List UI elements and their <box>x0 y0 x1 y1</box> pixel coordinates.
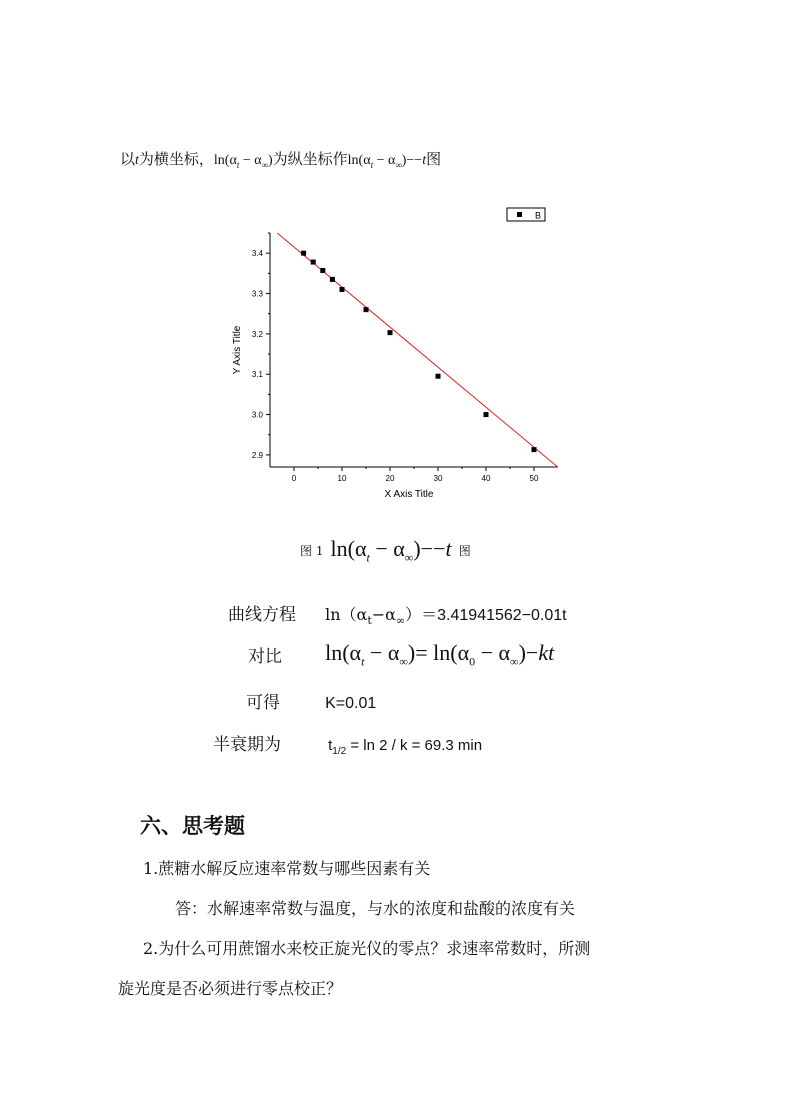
intro-line <box>120 148 441 170</box>
question-1: 1.蔗糖水解反应速率常数与哪些因素有关 <box>143 859 431 878</box>
x-tick-label: 50 <box>529 474 539 483</box>
intro-t-symbol: t <box>135 153 139 168</box>
curve-equation-line <box>228 600 567 627</box>
intro-ln-formula-2: $\ln(\alpha_t - \alpha_\infty)--t$ <box>347 153 427 170</box>
curve-equation-label: 曲线方程 <box>228 605 296 625</box>
figure-caption-formula: $\ln(\alpha_t - \alpha_\infty)--t$ <box>330 536 452 565</box>
intro-mid-text: 为横坐标， <box>138 150 214 168</box>
data-point <box>388 330 393 335</box>
data-point <box>340 287 345 292</box>
y-tick-label: 3.2 <box>251 329 263 339</box>
question-2-continued: 旋光度是否必须进行零点校正？ <box>118 979 343 998</box>
x-axis-title: X Axis Title <box>384 489 434 500</box>
result-line <box>246 688 376 713</box>
y-tick-label: 2.9 <box>251 450 263 460</box>
half-life-label: 半衰期为 <box>213 735 281 755</box>
data-point <box>330 277 335 282</box>
section-heading: 六、思考题 <box>140 813 245 838</box>
data-point <box>484 412 489 417</box>
y-tick-label: 3.0 <box>251 410 263 420</box>
curve-equation-lhs: $\ln(\alpha_t-\alpha_\infty)=$ <box>325 605 438 628</box>
intro-prefix: 以 <box>120 150 136 168</box>
y-tick-label: 3.4 <box>251 249 263 259</box>
y-tick-label: 3.1 <box>251 370 263 380</box>
x-tick-label: 10 <box>337 474 347 483</box>
result-value: K=0.01 <box>325 695 377 712</box>
intro-ln-formula-1: $\ln(\alpha_t - \alpha_\infty)$ <box>213 153 273 170</box>
x-tick-label: 40 <box>481 474 491 483</box>
y-axis-title: Y Axis Title <box>232 325 243 375</box>
data-point <box>311 260 316 265</box>
question-2: 2.为什么可用蔗馏水来校正旋光仪的零点？求速率常数时，所测 <box>143 939 591 958</box>
data-point <box>532 447 537 452</box>
data-point <box>301 251 306 256</box>
figure-caption-label: 图 1 <box>300 544 324 559</box>
x-tick-label: 0 <box>291 474 297 483</box>
intro-mid2-text: 为纵坐标作 <box>272 150 348 168</box>
curve-equation-value: 3.41941562−0.01t <box>437 607 567 624</box>
fit-line <box>277 233 558 467</box>
legend-label: B <box>535 210 542 221</box>
scatter-chart <box>220 200 580 510</box>
answer-1: 答：水解速率常数与温度，与水的浓度和盐酸的浓度有关 <box>175 899 576 918</box>
comparison-label: 对比 <box>248 647 282 668</box>
figure-caption <box>300 536 471 565</box>
comparison-line <box>248 640 554 669</box>
comparison-formula: $\ln(\alpha_t - \alpha_\infty)= \ln(\alpha_0 - \alpha_\infty)-kt$ <box>325 640 555 669</box>
legend-marker <box>517 212 522 217</box>
half-life-value: $t_{1/2} = \ln 2 / k = 69.3$ min <box>328 737 483 757</box>
x-tick-label: 30 <box>433 474 443 483</box>
data-point <box>320 268 325 273</box>
half-life-line <box>213 730 482 757</box>
data-point <box>364 307 369 312</box>
intro-suffix: 图 <box>426 150 442 168</box>
result-label: 可得 <box>246 693 280 713</box>
figure-caption-suffix: 图 <box>458 544 471 559</box>
x-tick-label: 20 <box>385 474 395 483</box>
y-tick-label: 3.3 <box>251 289 263 299</box>
data-point <box>436 374 441 379</box>
